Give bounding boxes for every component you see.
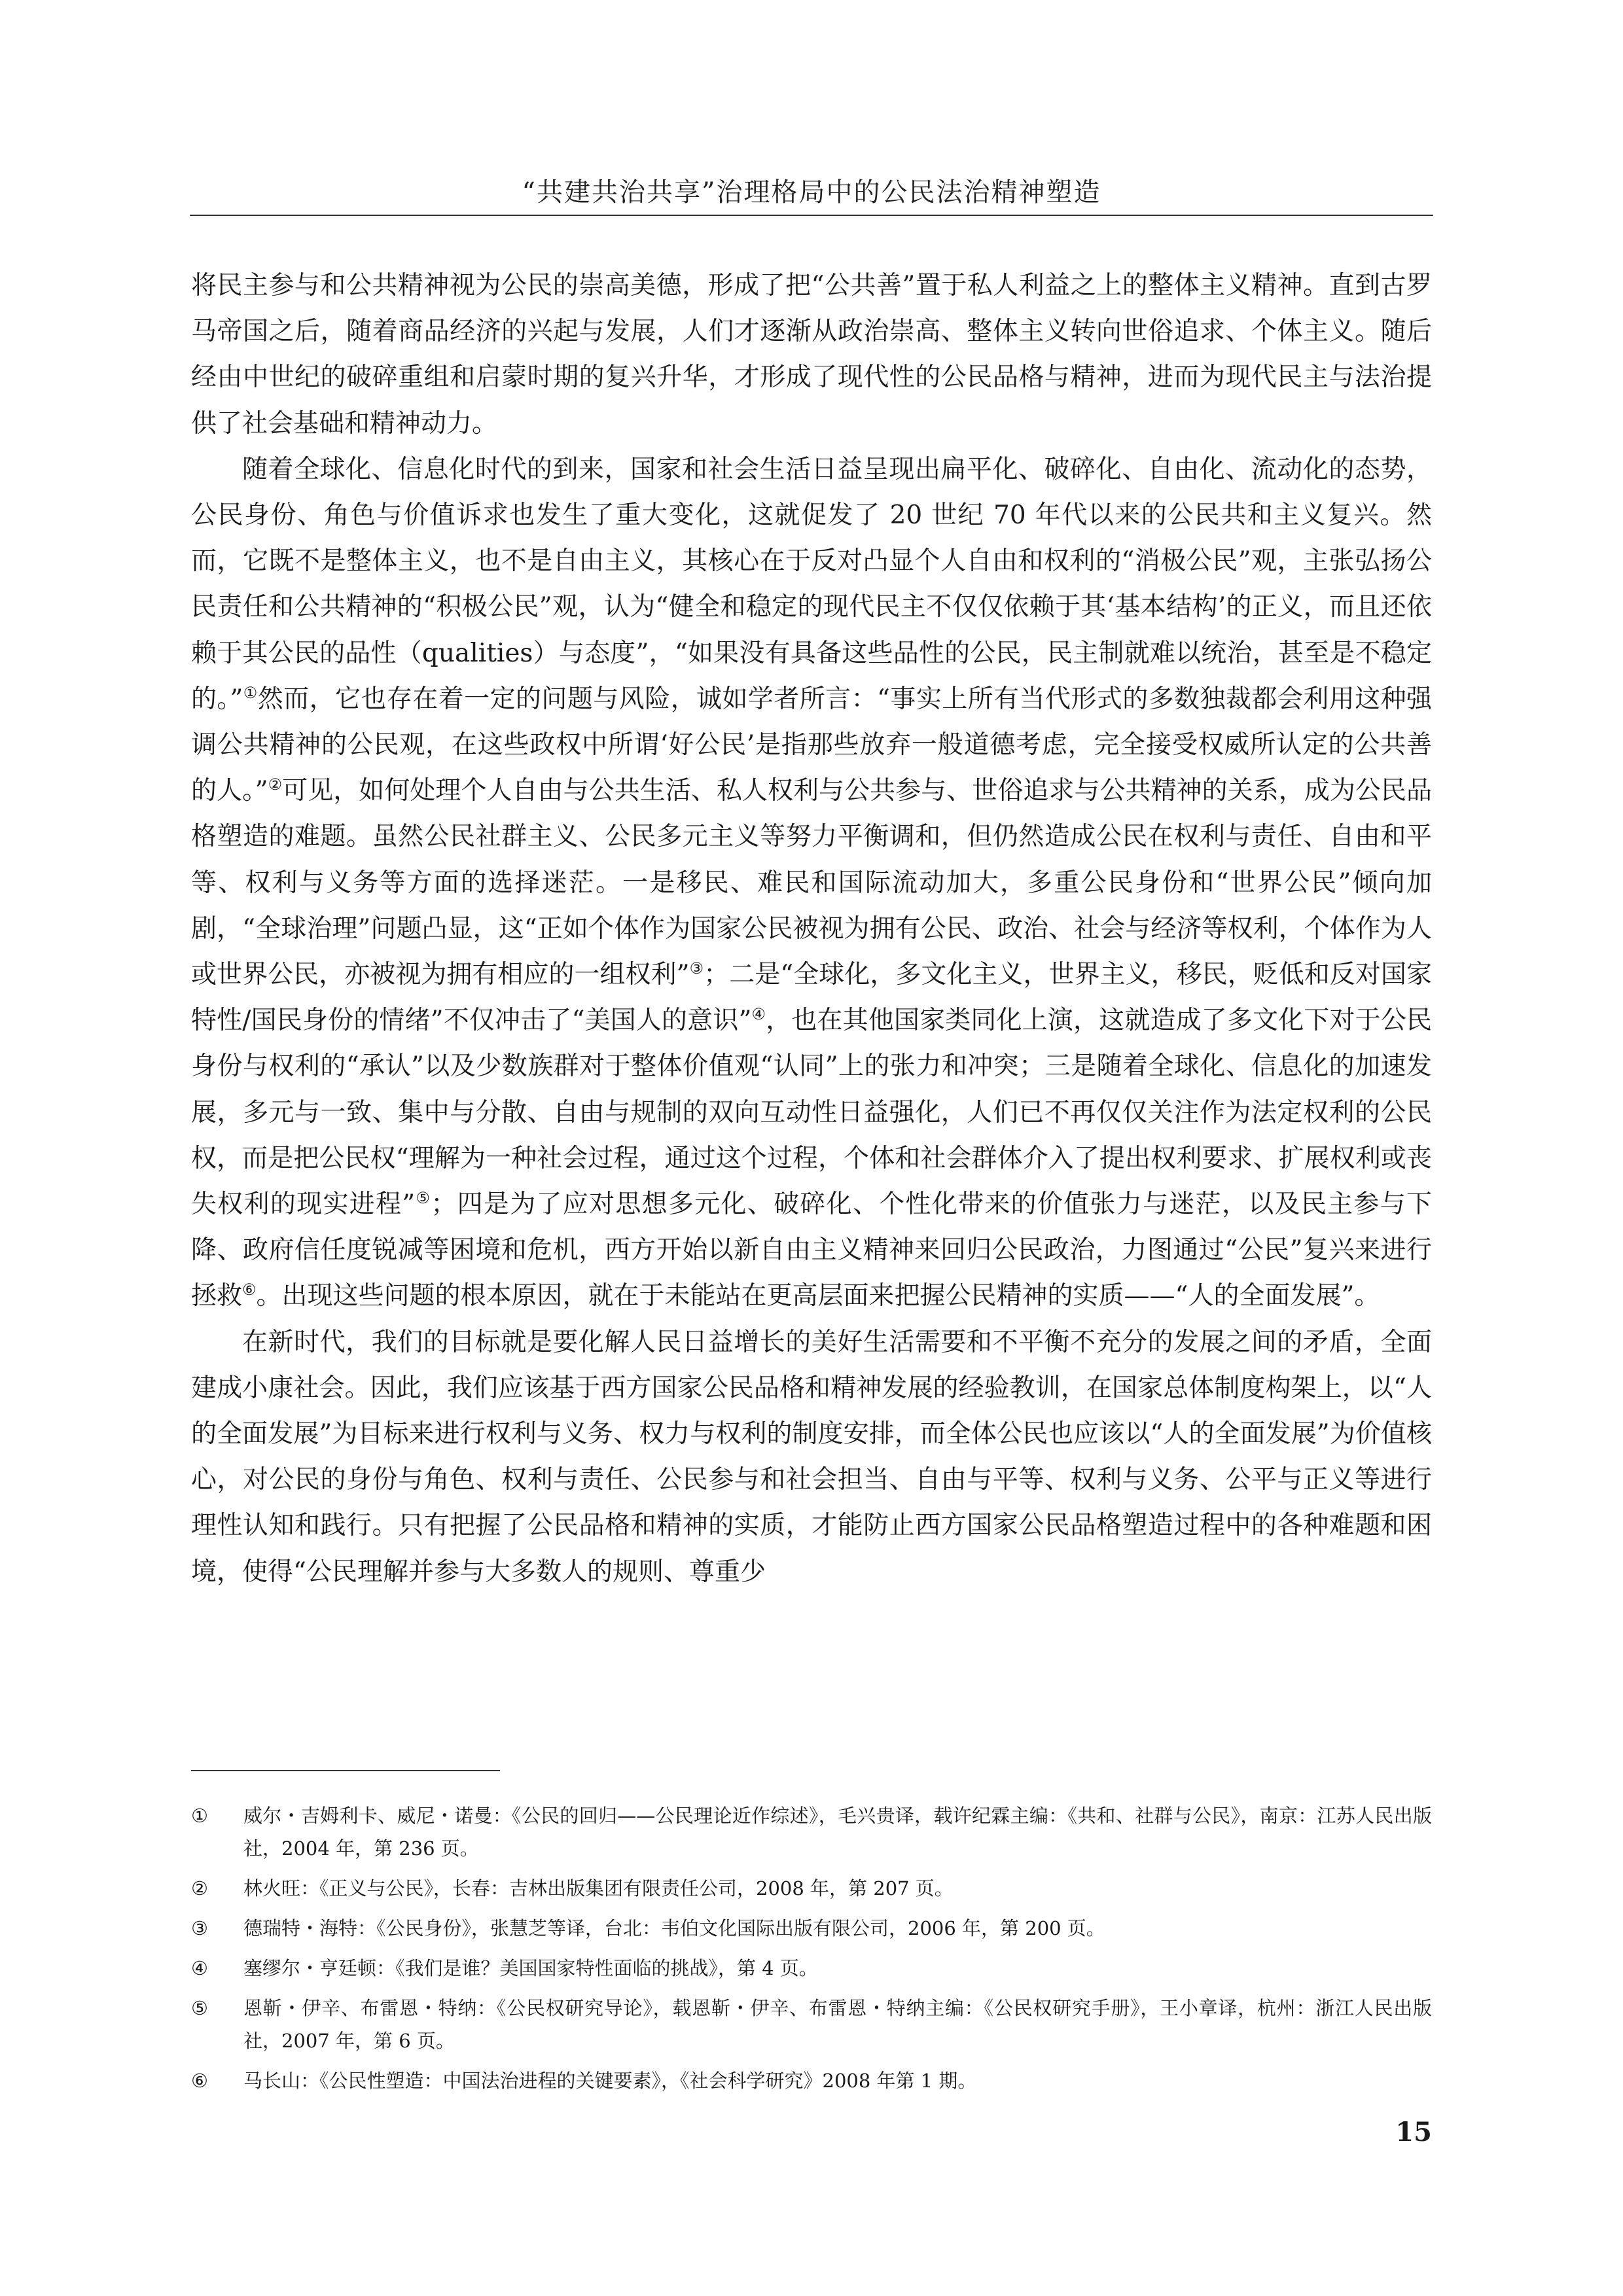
paragraph-2-text-c: 可见，如何处理个人自由与公共生活、私人权利与公共参与、世俗追求与公共精神的关系，成为公民品格塑造的难题。虽然公民社群主义、公民多元主义等努力平衡调和，但仍然造成公民在权利与责任、自由和平等、权利与义务等方面的选择迷茫。一是移民、难民和国际流动加大，多重公民身份和“世界公民”倾向加剧，“全球治理”问题凸显，这“正如个体作为国家公民被视为拥有公民、政治、社会与经济等权利，个体作为人或世界公民，亦被视为拥有相应的一组权利” [191, 776, 1432, 990]
footnote-mark: ⑥ [191, 2070, 208, 2092]
footnote-mark: ④ [191, 1957, 208, 1979]
footnote-ref-3[interactable]: ③ [689, 959, 704, 978]
footnote-6 [191, 2064, 1432, 2097]
body-text [191, 263, 1432, 1595]
footnote-ref-6[interactable]: ⑥ [242, 1280, 257, 1299]
running-header: “共建共治共享”治理格局中的公民法治精神塑造 [522, 177, 1101, 207]
footnote-mark: ① [191, 1805, 208, 1827]
footnote-ref-4[interactable]: ④ [751, 1005, 766, 1024]
paragraph-3: 在新时代，我们的目标就是要化解人民日益增长的美好生活需要和不平衡不充分的发展之间的矛盾，全面建成小康社会。因此，我们应该基于西方国家公民品格和精神发展的经验教训，在国家总体制度构架上，以“人的全面发展”为目标来进行权利与义务、权力与权利的制度安排，而全体公民也应该以“人的全面发展”为价值核心，对公民的身份与角色、权利与责任、公民参与和社会担当、自由与平等、权利与义务、公平与正义等进行理性认知和践行。只有把握了公民品格和精神的实质，才能防止西方国家公民品格塑造过程中的各种难题和困境，使得“公民理解并参与大多数人的规则、尊重少 [191, 1327, 1432, 1587]
footnote-5 [191, 1992, 1432, 2057]
paragraph-2-text-d: ；二是“全球化，多文化主义，世界主义，移民，贬低和反对国家特性/国民身份的情绪”不仅冲击了“美国人的意识” [191, 960, 1432, 1036]
footnote-rule [191, 1770, 500, 1771]
footnote-text: 德瑞特・海特：《公民身份》，张慧芝等译，台北：韦伯文化国际出版有限公司，2006 年，第 200 页。 [243, 1917, 1105, 1939]
paragraph-2 [191, 447, 1432, 1320]
footnote-ref-1[interactable]: ① [243, 683, 258, 702]
footnote-text: 塞缪尔・亨廷顿：《我们是谁？美国国家特性面临的挑战》，第 4 页。 [243, 1957, 818, 1979]
footnote-mark: ⑤ [191, 1997, 208, 2019]
paragraph-2-text-g: 。出现这些问题的根本原因，就在于未能站在更高层面来把握公民精神的实质——“人的全面发展”。 [256, 1281, 1380, 1311]
paragraph-2-text-a: 随着全球化、信息化时代的到来，国家和社会生活日益呈现出扁平化、破碎化、自由化、流动化的态势，公民身份、角色与价值诉求也发生了重大变化，这就促发了 20 世纪 70 年代以来的公民共和主义复兴。然而，它既不是整体主义，也不是自由主义，其核心在于反对凸显个人自由和权利的“消极公民”观，主张弘扬公民责任和公共精神的“积极公民”观，认为“健全和稳定的现代民主不仅仅依赖于其‘基本结构’的正义，而且还依赖于其公民的品性（qualities）与态度”，“如果没有具备这些品性的公民，民主制就难以统治，甚至是不稳定的。” [191, 454, 1432, 714]
footnote-text: 威尔・吉姆利卡、威尼・诺曼：《公民的回归——公民理论近作综述》，毛兴贵译，载许纪霖主编：《共和、社群与公民》，南京：江苏人民出版社，2004 年，第 236 页。 [243, 1805, 1432, 1860]
footnote-2 [191, 1872, 1432, 1905]
page-number: 15 [1395, 2117, 1432, 2147]
footnote-3 [191, 1912, 1432, 1945]
footnote-text: 林火旺：《正义与公民》，长春：吉林出版集团有限责任公司，2008 年，第 207 页。 [243, 1877, 954, 1899]
paragraph-2-text-b: 然而，它也存在着一定的问题与风险，诚如学者所言：“事实上所有当代形式的多数独裁都会利用这种强调公共精神的公民观，在这些政权中所谓‘好公民’是指那些放弃一般道德考虑，完全接受权威所认定的公共善的人。” [191, 684, 1432, 806]
footnote-text: 马长山：《公民性塑造：中国法治进程的关键要素》，《社会科学研究》2008 年第 1 期。 [243, 2070, 977, 2092]
paragraph-2-text-f: ；四是为了应对思想多元化、破碎化、个性化带来的价值张力与迷茫，以及民主参与下降、政府信任度锐减等困境和危机，西方开始以新自由主义精神来回归公民政治，力图通过“公民”复兴来进行拯救 [191, 1190, 1432, 1311]
footnote-4 [191, 1952, 1432, 1985]
footnote-ref-5[interactable]: ⑤ [415, 1189, 431, 1208]
footnote-mark: ② [191, 1877, 208, 1899]
footnote-text: 恩靳・伊辛、布雷恩・特纳：《公民权研究导论》，载恩靳・伊辛、布雷恩・特纳主编：《公民权研究手册》，王小章译，杭州：浙江人民出版社，2007 年，第 6 页。 [243, 1997, 1432, 2052]
paragraph-1: 将民主参与和公共精神视为公民的崇高美德，形成了把“公共善”置于私人利益之上的整体主义精神。直到古罗马帝国之后，随着商品经济的兴起与发展，人们才逐渐从政治崇高、整体主义转向世俗追求、个体主义。随后经由中世纪的破碎重组和启蒙时期的复兴升华，才形成了现代性的公民品格与精神，进而为现代民主与法治提供了社会基础和精神动力。 [191, 271, 1432, 438]
footnote-1 [191, 1799, 1432, 1865]
footnote-ref-2[interactable]: ② [268, 775, 283, 794]
header-rule [190, 215, 1433, 216]
footnote-mark: ③ [191, 1917, 208, 1939]
paragraph-2-text-e: ，也在其他国家类同化上演，这就造成了多文化下对于公民身份与权利的“承认”以及少数族群对于整体价值观“认同”上的张力和冲突；三是随着全球化、信息化的加速发展，多元与一致、集中与分散、自由与规制的双向互动性日益强化，人们已不再仅仅关注作为法定权利的公民权，而是把公民权“理解为一种社会过程，通过这个过程，个体和社会群体介入了提出权利要求、扩展权利或丧失权利的现实进程” [191, 1006, 1432, 1220]
footnotes [191, 1799, 1432, 2104]
